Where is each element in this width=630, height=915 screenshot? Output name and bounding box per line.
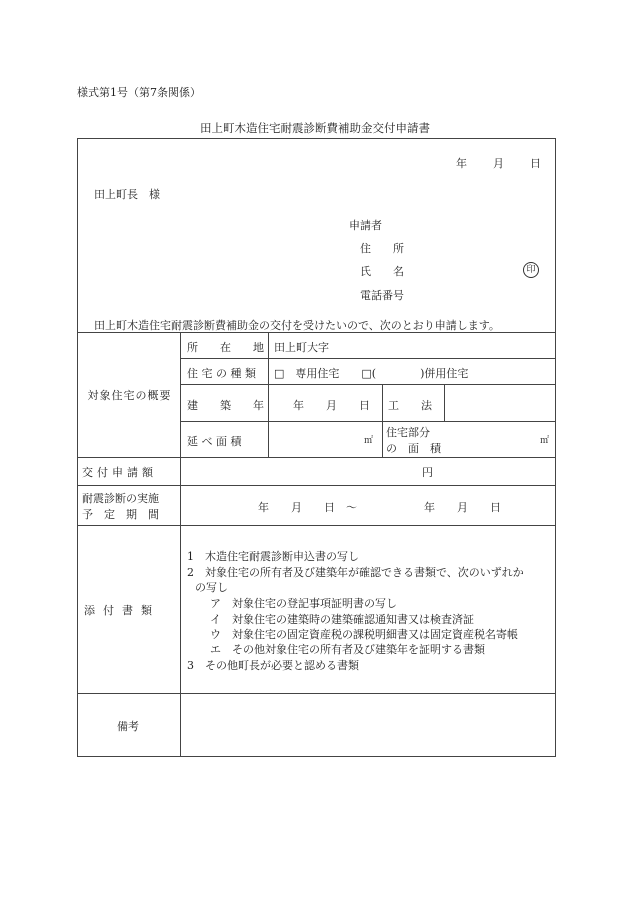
name-label: 氏 名: [360, 265, 404, 278]
addressee: 田上町長 様: [94, 188, 160, 201]
divider: [180, 358, 556, 359]
build-year-value: 年 月 日: [293, 399, 370, 412]
divider: [180, 421, 556, 422]
seal-mark: 印: [523, 262, 539, 278]
location-value: 田上町大字: [274, 341, 329, 354]
schedule-label: 耐震診断の実施: [82, 492, 159, 505]
divider: [180, 384, 556, 385]
grant-amount-label: 交付申請額: [82, 466, 157, 479]
column-divider: [268, 332, 269, 457]
date-month: 月: [493, 157, 504, 170]
attachment-item: 3 その他町長が必要と認める書類: [187, 659, 359, 672]
divider: [77, 693, 556, 694]
schedule-label-2: 予 定 期 間: [82, 508, 159, 521]
house-type-options: □ 専用住宅 □( )併用住宅: [274, 367, 469, 380]
address-label: 住 所: [360, 242, 404, 255]
column-divider: [382, 384, 383, 457]
schedule-from: 年 月 日 ～: [258, 501, 357, 514]
divider: [77, 485, 556, 486]
house-type-label: 住 宅 の 種 類: [187, 367, 256, 380]
schedule-to: 年 月 日: [424, 501, 501, 514]
build-year-label: 建 築 年: [187, 399, 264, 412]
intro-text: 田上町木造住宅耐震診断費補助金の交付を受けたいので、次のとおり申請します。: [94, 319, 500, 332]
column-divider: [444, 384, 445, 421]
residential-area-label-2: の 面 積: [386, 442, 441, 455]
floor-area-label: 延 べ 面 積: [187, 435, 242, 448]
attachment-item: 2 対象住宅の所有者及び建築年が確認できる書類で、次のいずれか: [187, 566, 524, 579]
attachment-item: 1 木造住宅耐震診断申込書の写し: [187, 550, 359, 563]
construction-method-label: 工 法: [388, 399, 432, 412]
attachment-item: イ 対象住宅の建築時の建築確認通知書又は検査済証: [210, 613, 474, 626]
date-day: 日: [530, 157, 541, 170]
overview-label: 対象住宅の概要: [87, 389, 172, 402]
column-divider: [180, 332, 181, 757]
floor-area-unit: ㎡: [364, 436, 374, 446]
grant-amount-unit: 円: [422, 466, 433, 479]
location-label: 所 在 地: [187, 341, 264, 354]
attachments-label: 添付書類: [84, 604, 160, 617]
residential-area-label: 住宅部分: [386, 426, 430, 439]
divider: [77, 457, 556, 458]
divider: [77, 525, 556, 526]
attachment-item: ア 対象住宅の登記事項証明書の写し: [210, 597, 397, 610]
applicant-heading: 申請者: [349, 219, 382, 232]
attachment-item: ウ 対象住宅の固定資産税の課税明細書又は固定資産税名寄帳: [210, 628, 518, 641]
attachment-item: の写し: [195, 581, 228, 594]
date-year: 年: [456, 157, 467, 170]
residential-area-unit: ㎡: [540, 436, 550, 446]
form-number: 様式第1号（第7条関係）: [77, 86, 201, 99]
remarks-label: 備考: [117, 720, 139, 733]
phone-label: 電話番号: [360, 289, 404, 302]
attachment-item: エ その他対象住宅の所有者及び建築年を証明する書類: [210, 643, 485, 656]
page-title: 田上町木造住宅耐震診断費補助金交付申請書: [200, 121, 430, 135]
